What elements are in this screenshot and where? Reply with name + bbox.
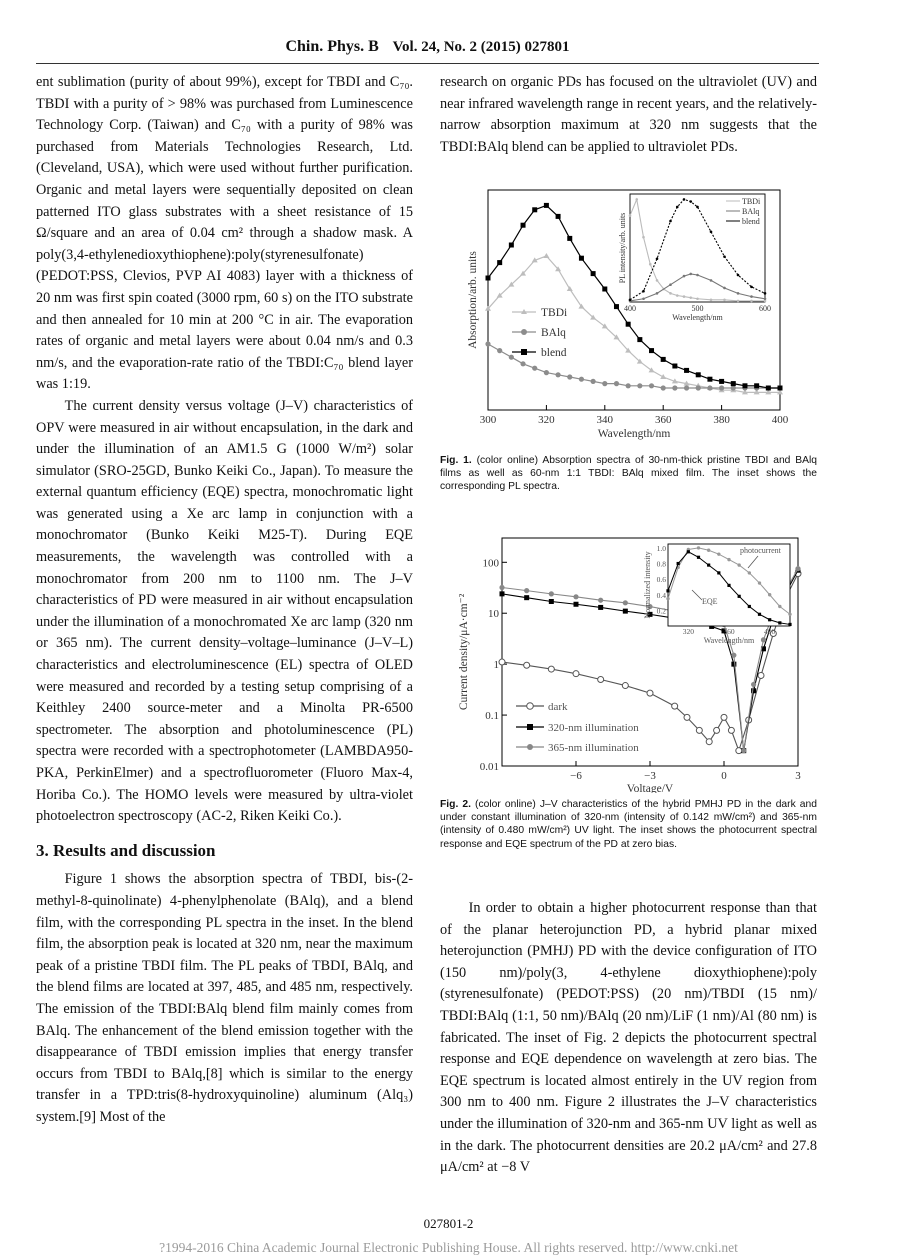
fig1-point-blend [731,381,736,386]
fig2-point [598,605,603,610]
fig2-inset-point [677,562,680,565]
paragraph-methods-1: ent sublimation (purity of about 99%), except for TBDI and C₇₀. TBDI with a purity of > 98% was purchased from Luminescence Technology Corp. (Taiwan) and C₇₀ with a purity of 98% was purchased from Materials Technologies Research, Ltd. (Cleveland, USA), which were used without further purification. Organic and metal layers were sequentially deposited on clean patterned ITO glass substrates with a sheet resistance of 15 Ω/square and an area of 0.04 cm² through a shadow mask. A poly(3,4-ethylenedioxythiophene):poly(styrenesulfonate)(PEDOT:PSS, Clevios, PVP AI 4083) layer with a thickness of 20 nm was first spin coated (3000 rpm, 60 s) on the ITO substrate and then annealed for 10 min at 200 °C in air. The evaporation rates of organic and metal layers were about 0.04 nm/s and 0.3 nm/s, and the evaporation-rate ratio of the TBDI:C₇₀ blend layer was 1:19. [36,74,413,393]
fig2-point [623,600,628,605]
fig2-inset-y-tick-label: 0.2 [656,606,666,616]
fig2-inset-point [778,605,781,608]
fig1-x-tick-label: 300 [479,414,497,426]
fig2-point [549,599,554,604]
fig2-x-tick-label: 0 [721,770,727,782]
fig1-point-BAlq [555,372,560,377]
page-number: 027801-2 [423,1216,474,1231]
fig1-inset-point-BAlq [656,292,659,295]
fig1-inset-point-BAlq [737,292,740,295]
fig2-point [684,714,690,720]
fig2-inset-point [717,552,720,555]
fig2-point [672,703,678,709]
fig2-point [524,588,529,593]
fig1-point-TBDi [543,253,549,258]
fig2-x-tick-label: 3 [795,770,801,782]
fig2-inset-point [758,581,761,584]
fig1-inset-point-TBDi [750,300,753,303]
fig2-inset-point [727,584,730,587]
fig1-point-blend [591,271,596,276]
fig1-inset-point-TBDi [635,198,638,201]
fig1-inset-point-blend [764,292,767,295]
fig2-point [647,690,653,696]
fig2-point [736,748,742,754]
fig2-inset-point [788,623,791,626]
fig1-inset-point-BAlq [689,273,692,276]
running-header [36,38,819,56]
journal-name: Chin. Phys. B [285,38,379,55]
fig1-point-blend [532,207,537,212]
fig2-inset-point [666,597,669,600]
figure-1-caption [440,454,817,494]
fig1-x-axis-label: Wavelength/nm [597,428,671,440]
fig1-point-blend [684,368,689,373]
fig1-inset-point-TBDi [683,295,686,298]
fig2-legend-label: 365-nm illumination [548,742,639,754]
figure-1-chart [440,182,817,447]
fig2-inset-y-axis-label: Normalized intensity [643,551,652,619]
fig1-point-BAlq [661,385,666,390]
left-column [36,72,413,1129]
paragraph-right-bottom: In order to obtain a higher photocurrent response than that of the planar heterojunction PD, a hybrid planar mixed heterojunction (PMHJ) PD with the device configuration of ITO (150 nm)/poly(3, 4-ethylene dioxythiophene):poly (styrenesulfonate) (PEDOT:PSS) (20 nm)/TBDI (15 nm)/ TBDI:BAlq (1:1, 50 nm)/BAlq (20 nm)/LiF (1 nm)/Al (80 nm) is fabricated. The inset of Fig. 2 depicts the photocurrent spectral response and EQE dependence on wavelength at zero bias. The EQE spectrum is located almost entirely in the UV region from 300 nm to 400 nm. Figure 2 illustrates the J–V characteristics under the illumination of 320-nm and 365-nm UV light as well as in the dark. The photocurrent densities are 20.2 μA/cm² and 27.8 μA/cm² at −8 V [440,900,817,1176]
fig2-inset-point [727,558,730,561]
fig1-inset-point-BAlq [764,297,767,300]
fig1-point-BAlq [626,383,631,388]
fig1-inset-legend-label: TBDi [742,197,761,206]
paragraph-methods-2: The current density versus voltage (J–V) characteristics of OPV were measured in air without encapsulation, in the dark and under the illumination of an AM1.5 G (1000 W/m²) solar simulator (SRO-25GD, Bunko Keiki Co., Japan). To measure the external quantum efficiency (EQE) spectra, monochromatic light was generated using a Xe arc lamp in conjunction with a monochromator (Bunko Keiki M25-T). During EQE measurements, the wavelength was controlled with a monochromator from 200 nm to 1100 nm. The J–V characteristics of PD were measured in air without encapsulation under the illumination of a monochromated Xe arc lamp (320 nm or 365 nm). The current density–voltage–luminance (J–V–L) characteristics and electroluminescence (EL) spectra of OLED were measured and recorded by a testing setup comprising of a Keithley 2400 source-meter and a Minolta PR-6500 spectrometer. The absorption and photoluminescence (PL) spectra were recorded with a spectrophotometer (LAMBDA950-PKA, PerkinElmer) and a spectrofluorometer (Fluoro Max-4, Horiba Co.). The HOMO levels were measured by ultra-violet photoelectron spectroscopy (AC-2, Riken Keiki Co.). [36,397,413,825]
fig2-point [573,671,579,677]
fig1-legend-label: BAlq [541,327,566,339]
fig1-point-BAlq [684,385,689,390]
paragraph-results-1: Figure 1 shows the absorption spectra of TBDI, bis-(2-methyl-8-quinolinate) 4-phenylphenolate (BAlq), and a blend film, with the corresponding PL spectra in the inset. In the blend film, the absorption peak is located at 320 nm, near the maximum peak of a pristine TBDI film. The PL peaks of TBDI, BAlq, and the blend films are located at 397, 485, and 485 nm, respectively. The emission of the TBDI:BAlq blend film mainly comes from BAlq. The enhancement of the blend emission together with the disappearance of TBDI emission implies that energy transfer occurs from TBDI to BAlq,[8] which is similar to the energy transfer in a TPD:tris(8-hydroxyquinoline) aluminum (Alq₃) system.[9] Most of the [36,871,413,1125]
fig2-point [524,595,529,600]
fig2-inset-x-tick-label: 320 [682,627,694,636]
fig2-inset-point [737,563,740,566]
fig1-inset-point-TBDi [689,296,692,299]
fig1-point-blend [602,287,607,292]
fig2-legend-marker [527,703,534,710]
fig1-point-blend [626,322,631,327]
fig1-inset-point-blend [689,200,692,203]
fig1-point-BAlq [520,361,525,366]
fig2-y-tick-label: 10 [488,608,499,621]
fig2-point [714,727,720,733]
fig1-point-blend [778,386,783,391]
fig2-point [598,676,604,682]
fig1-point-blend [521,223,526,228]
fig1-point-BAlq [509,355,514,360]
fig2-inset-point [687,550,690,553]
fig2-inset-y-tick-label: 0.6 [656,575,666,585]
fig1-point-blend [567,236,572,241]
fig1-inset-point-TBDi [642,236,645,239]
fig2-point [574,602,579,607]
fig1-point-BAlq [707,385,712,390]
fig2-inset-label-eqe: EQE [702,597,718,606]
fig1-point-blend [486,276,491,281]
copyright-notice: ?1994-2016 China Academic Journal Electronic Publishing House. All rights reserved. http://www.cnki.net [159,1240,738,1255]
fig1-point-blend [696,372,701,377]
fig2-inset-point [717,571,720,574]
fig1-inset-point-BAlq [683,275,686,278]
fig2-inset-x-axis-label: Wavelength/nm [703,636,755,645]
volume-info: Vol. 24, No. 2 (2015) 027801 [392,39,570,55]
fig2-inset-point [666,589,669,592]
figure-2-caption-label: Fig. 2. [440,799,471,810]
fig1-point-BAlq [649,383,654,388]
fig1-x-tick-label: 360 [654,414,672,426]
fig1-inset-x-tick-label: 600 [759,304,771,313]
fig1-inset-point-TBDi [737,300,740,303]
fig1-point-BAlq [731,385,736,390]
fig1-point-blend [509,243,514,248]
figure-2 [440,528,817,851]
fig1-inset-legend-label: BAlq [742,207,760,216]
fig2-inset-point [707,549,710,552]
fig2-point [795,566,800,571]
fig1-inset-legend-label: blend [742,217,760,226]
fig2-point [623,609,628,614]
fig1-point-BAlq [579,377,584,382]
fig1-point-blend [719,379,724,384]
fig1-inset-point-TBDi [723,299,726,302]
fig1-inset-point-blend [656,258,659,261]
fig2-y-axis-label: Current density/μA·cm⁻² [458,593,470,711]
fig2-point [751,682,756,687]
figure-1-caption-label: Fig. 1. [440,455,472,466]
fig2-y-tick-label: 1 [493,659,499,672]
fig1-point-blend [661,357,666,362]
fig2-point [524,662,530,668]
fig1-inset-point-TBDi [710,299,713,302]
fig1-x-tick-label: 380 [713,414,730,426]
paragraph-right-top: research on organic PDs has focused on the ultraviolet (UV) and near infrared wavelength range in recent years, and the relatively-narrow absorption maximum at 320 nm suggests that the TBDI:BAlq blend can be applied to ultraviolet PDs. [440,74,817,155]
fig2-point [549,591,554,596]
fig2-inset-label-photocurrent: photocurrent [740,546,781,555]
fig2-point [573,594,578,599]
fig1-point-blend [649,348,654,353]
fig2-inset-point [778,621,781,624]
fig1-point-blend [766,386,771,391]
fig1-point-blend [556,214,561,219]
fig2-point [728,727,734,733]
fig2-y-tick-label: 0.01 [479,761,499,773]
fig2-inset-point [788,613,791,616]
fig2-point [731,653,736,658]
fig2-inset-y-tick-label: 0.8 [656,559,666,569]
figure-2-caption [440,798,817,851]
fig2-inset-y-tick-label: 0.4 [656,590,666,600]
fig1-point-BAlq [637,383,642,388]
fig2-x-axis-label: Voltage/V [626,783,674,793]
fig1-point-BAlq [614,381,619,386]
fig1-inset-point-BAlq [710,279,713,282]
fig1-point-BAlq [672,385,677,390]
fig1-inset-y-axis-label: PL intensity/arb. units [618,212,627,284]
fig1-inset-point-BAlq [723,287,726,290]
fig1-point-BAlq [532,366,537,371]
fig2-inset-point [768,593,771,596]
fig1-point-blend [707,377,712,382]
fig1-inset-point-blend [669,220,672,223]
fig1-inset-point-blend [723,255,726,258]
fig2-inset-point [697,556,700,559]
fig2-inset-x-tick-label: 400 [764,627,776,636]
figure-1-caption-text: (color online) Absorption spectra of 30-nm-thick pristine TBDI and BAlq films as well as 60-nm 1:1 TBDI: BAlq mixed film. The inset shows the corresponding PL spectra. [440,455,817,493]
fig2-y-tick-label: 0.1 [485,710,499,723]
fig1-inset-x-tick-label: 400 [624,304,636,313]
fig2-point [706,739,712,745]
fig2-inset-y-tick-label: 1.0 [656,543,666,553]
fig1-inset-point-blend [676,206,679,209]
fig1-point-BAlq [591,379,596,384]
fig2-point [548,666,554,672]
fig1-inset-point-BAlq [642,297,645,300]
fig2-legend-label: dark [548,701,568,713]
fig2-legend-marker [527,724,533,730]
fig1-x-tick-label: 320 [538,414,555,426]
fig1-legend-label: blend [541,347,567,359]
fig2-inset-point [707,563,710,566]
fig1-point-blend [614,304,619,309]
right-column-bottom [440,898,817,1179]
fig1-inset-point-blend [710,231,713,234]
fig1-point-blend [672,364,677,369]
fig1-inset-point-TBDi [669,292,672,295]
fig2-inset-point [768,618,771,621]
fig1-x-tick-label: 400 [771,414,789,426]
fig1-legend-marker [521,349,527,355]
fig1-point-blend [754,383,759,388]
fig2-inset-point [738,595,741,598]
fig1-inset-point-TBDi [676,294,679,297]
fig2-inset-point [748,571,751,574]
fig2-point [741,748,746,753]
fig2-point [499,585,504,590]
fig1-inset-point-blend [696,206,699,209]
fig1-point-blend [544,203,549,208]
right-column-top [440,72,817,158]
fig1-point-BAlq [544,370,549,375]
fig1-point-TBDi [567,286,573,291]
figure-2-caption-text: (color online) J–V characteristics of the hybrid PMHJ PD in the dark and under constant illumination of 320-nm (intensity of 0.142 mW/cm²) and 365-nm (intensity of 0.480 mW/cm²) UV light. The inset shows the photocurrent spectral response and EQE spectrum of the PD at zero bias. [440,799,817,850]
fig2-point [499,659,505,665]
fig1-inset-point-TBDi [649,263,652,266]
figure-1 [440,182,817,494]
fig1-point-BAlq [485,341,490,346]
fig1-point-blend [637,337,642,342]
fig1-inset-x-axis-label: Wavelength/nm [672,313,723,322]
fig1-legend-label: TBDi [541,307,568,319]
header-rule [36,63,819,64]
fig2-point [696,727,702,733]
fig1-inset-point-blend [629,299,632,302]
fig1-inset-point-blend [737,274,740,277]
section-title: 3. Results and discussion [36,840,216,860]
fig2-x-tick-label: −6 [570,770,582,782]
fig1-inset-point-BAlq [750,295,753,298]
fig2-point [761,637,766,642]
fig1-inset-point-BAlq [696,274,699,277]
fig1-point-blend [579,256,584,261]
fig1-inset-point-blend [642,290,645,293]
fig1-legend-marker [521,329,527,335]
fig2-inset-point [748,605,751,608]
fig1-point-BAlq [719,385,724,390]
fig1-point-BAlq [567,374,572,379]
fig2-point [758,672,764,678]
fig1-point-blend [742,383,747,388]
fig1-point-blend [497,260,502,265]
figure-2-chart [440,528,817,793]
fig1-inset-point-blend [750,286,753,289]
fig2-inset-point [758,613,761,616]
fig1-inset-point-TBDi [656,279,659,282]
fig1-inset-point-TBDi [629,214,632,217]
fig2-point [731,662,736,667]
fig1-inset-x-tick-label: 500 [691,304,704,313]
fig1-inset-point-blend [683,198,686,201]
fig2-x-tick-label: −3 [644,770,656,782]
fig1-inset-point-BAlq [669,283,672,286]
fig1-point-BAlq [602,381,607,386]
fig2-point [721,714,727,720]
fig1-x-tick-label: 340 [596,414,614,426]
fig1-point-BAlq [497,348,502,353]
fig2-legend-marker [527,744,533,750]
fig2-inset-x-tick-label: 360 [723,627,735,636]
fig2-y-tick-label: 100 [482,557,499,570]
fig1-series-BAlq [488,344,780,388]
fig2-inset-point [697,546,700,549]
fig1-point-BAlq [696,385,701,390]
fig2-point [500,591,505,596]
fig1-y-axis-label: Absorption/arb. units [467,251,479,349]
fig2-legend-label: 320-nm illumination [548,722,639,734]
fig2-point [622,683,628,689]
fig2-point [598,598,603,603]
fig1-inset-point-TBDi [696,297,699,300]
